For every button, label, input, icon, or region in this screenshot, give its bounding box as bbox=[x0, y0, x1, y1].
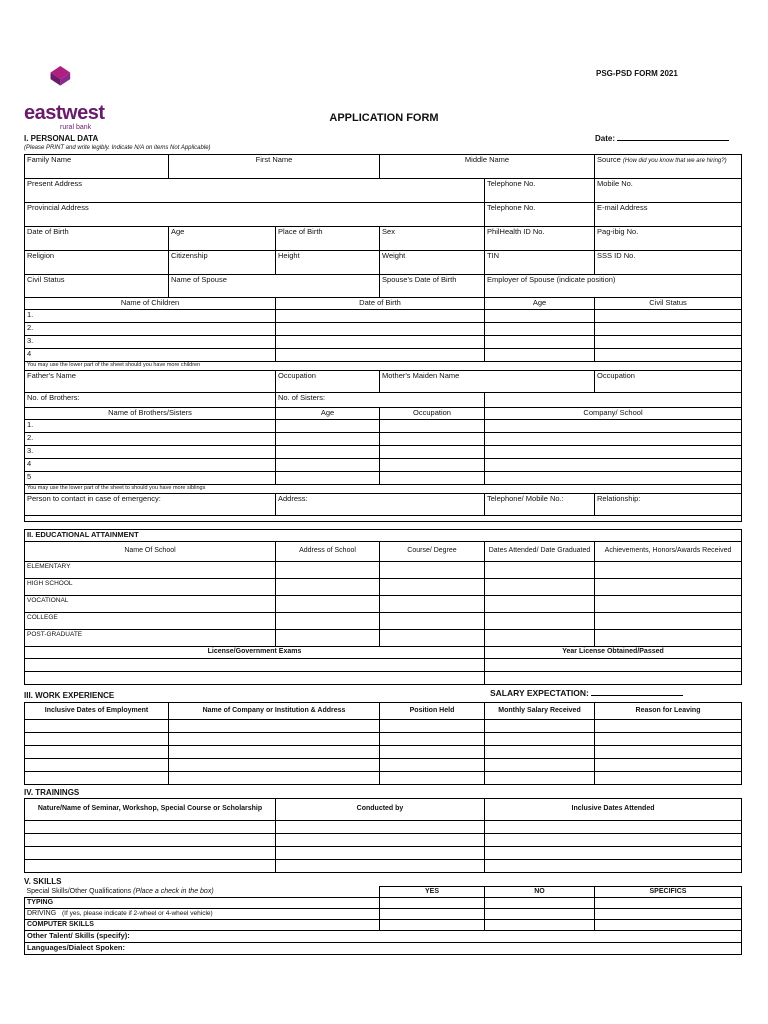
special-skills-label: Special Skills/Other Qualifications (Place a check in the box) bbox=[25, 887, 380, 898]
philhealth-field[interactable]: PhilHealth ID No. bbox=[485, 227, 595, 251]
child-row[interactable]: 4 bbox=[25, 349, 276, 362]
sibling-header-name: Name of Brothers/Sisters bbox=[25, 408, 276, 420]
typing-yes-checkbox[interactable] bbox=[380, 898, 485, 909]
training-row[interactable] bbox=[25, 847, 742, 860]
driving-skill-row[interactable]: DRIVING (If yes, please indicate if 2-wheel or 4-wheel vehicle) bbox=[25, 909, 380, 920]
page-title: APPLICATION FORM bbox=[329, 112, 439, 124]
middle-name-field[interactable]: Middle Name bbox=[380, 155, 595, 179]
telephone-field-2[interactable]: Telephone No. bbox=[485, 203, 595, 227]
civil-status-field[interactable]: Civil Status bbox=[25, 275, 169, 298]
mobile-field[interactable]: Mobile No. bbox=[595, 179, 742, 203]
edu-header-dates: Dates Attended/ Date Graduated bbox=[485, 541, 595, 561]
logo-subtext: rural bank bbox=[60, 124, 92, 131]
provincial-address-field[interactable]: Provincial Address bbox=[25, 203, 485, 227]
edu-level-row[interactable]: ELEMENTARY bbox=[25, 561, 276, 578]
children-header-name: Name of Children bbox=[25, 298, 276, 310]
email-field[interactable]: E-mail Address bbox=[595, 203, 742, 227]
sibling-row[interactable]: 5 bbox=[25, 472, 276, 485]
edu-header-school: Name Of School bbox=[25, 541, 276, 561]
license-row[interactable] bbox=[25, 658, 485, 671]
logo-text: eastwest bbox=[24, 102, 105, 124]
section-trainings-heading: IV. TRAININGS bbox=[24, 788, 80, 797]
emergency-phone-field[interactable]: Telephone/ Mobile No.: bbox=[485, 494, 595, 516]
sibling-row[interactable]: 2. bbox=[25, 433, 276, 446]
license-year-header: Year License Obtained/Passed bbox=[485, 646, 742, 658]
training-header-nature: Nature/Name of Seminar, Workshop, Special Course or Scholarship bbox=[25, 799, 276, 821]
children-header-dob: Date of Birth bbox=[276, 298, 485, 310]
work-header-reason: Reason for Leaving bbox=[595, 703, 742, 720]
driving-yes-checkbox[interactable] bbox=[380, 909, 485, 920]
mother-occupation-field[interactable]: Occupation bbox=[595, 371, 742, 393]
source-field[interactable]: Source (How did you know that we are hiring?) bbox=[595, 155, 742, 179]
emergency-contact-field[interactable]: Person to contact in case of emergency: bbox=[25, 494, 276, 516]
sibling-row[interactable]: 3. bbox=[25, 446, 276, 459]
other-talent-field[interactable]: Other Talent/ Skills (specify): bbox=[25, 931, 742, 943]
training-row[interactable] bbox=[25, 821, 742, 834]
religion-field[interactable]: Religion bbox=[25, 251, 169, 275]
typing-no-checkbox[interactable] bbox=[485, 898, 595, 909]
sibling-header-occupation: Occupation bbox=[380, 408, 485, 420]
edu-header-achievements: Achievements, Honors/Awards Received bbox=[595, 541, 742, 561]
skills-header-specifics: SPECIFICS bbox=[595, 887, 742, 898]
edu-level-row[interactable]: VOCATIONAL bbox=[25, 595, 276, 612]
children-note: You may use the lower part of the sheet should you have more children bbox=[25, 362, 742, 371]
work-row[interactable] bbox=[25, 720, 742, 733]
work-row[interactable] bbox=[25, 746, 742, 759]
citizenship-field[interactable]: Citizenship bbox=[169, 251, 276, 275]
sss-field[interactable]: SSS ID No. bbox=[595, 251, 742, 275]
height-field[interactable]: Height bbox=[276, 251, 380, 275]
computer-no-checkbox[interactable] bbox=[485, 920, 595, 931]
section-skills-heading: V. SKILLS bbox=[24, 877, 62, 886]
pob-field[interactable]: Place of Birth bbox=[276, 227, 380, 251]
date-label: Date: bbox=[595, 134, 616, 143]
typing-skill-row[interactable]: TYPING bbox=[25, 898, 380, 909]
sibling-note: You may use the lower part of the sheet to should you have more siblings bbox=[25, 485, 742, 494]
work-row[interactable] bbox=[25, 759, 742, 772]
salary-expectation-field[interactable] bbox=[490, 688, 683, 698]
edu-level-row[interactable]: HIGH SCHOOL bbox=[25, 578, 276, 595]
skills-header-no: NO bbox=[485, 887, 595, 898]
training-header-conducted: Conducted by bbox=[276, 799, 485, 821]
pagibig-field[interactable]: Pag-ibig No. bbox=[595, 227, 742, 251]
education-table bbox=[24, 529, 742, 685]
license-row[interactable] bbox=[25, 671, 485, 684]
spouse-employer-field[interactable]: Employer of Spouse (indicate position) bbox=[485, 275, 742, 298]
training-header-dates: Inclusive Dates Attended bbox=[485, 799, 742, 821]
training-row[interactable] bbox=[25, 860, 742, 873]
edu-level-row[interactable]: POST-GRADUATE bbox=[25, 629, 276, 646]
first-name-field[interactable]: First Name bbox=[169, 155, 380, 179]
languages-field[interactable]: Languages/Dialect Spoken: bbox=[25, 943, 742, 955]
section-personal-heading: I. PERSONAL DATA bbox=[24, 134, 99, 143]
form-code: PSG-PSD FORM 2021 bbox=[596, 69, 678, 78]
child-row[interactable]: 2. bbox=[25, 323, 276, 336]
children-header-age: Age bbox=[485, 298, 595, 310]
training-row[interactable] bbox=[25, 834, 742, 847]
work-row[interactable] bbox=[25, 772, 742, 785]
driving-no-checkbox[interactable] bbox=[485, 909, 595, 920]
sibling-row[interactable]: 1. bbox=[25, 420, 276, 433]
brothers-field[interactable]: No. of Brothers: bbox=[25, 393, 276, 408]
child-row[interactable]: 3. bbox=[25, 336, 276, 349]
personal-note: (Please PRINT and write legibly. Indicate N/A on items Not Applicable) bbox=[24, 145, 211, 151]
mother-name-field[interactable]: Mother's Maiden Name bbox=[380, 371, 595, 393]
skills-table bbox=[24, 886, 742, 955]
trainings-table bbox=[24, 798, 742, 873]
edu-header-course: Course/ Degree bbox=[380, 541, 485, 561]
work-experience-table bbox=[24, 702, 742, 785]
work-header-dates: Inclusive Dates of Employment bbox=[25, 703, 169, 720]
section-education-heading: II. EDUCATIONAL ATTAINMENT bbox=[25, 530, 742, 542]
weight-field[interactable]: Weight bbox=[380, 251, 485, 275]
work-header-salary: Monthly Salary Received bbox=[485, 703, 595, 720]
eastwest-logo-icon bbox=[44, 64, 104, 104]
tin-field[interactable]: TIN bbox=[485, 251, 595, 275]
sibling-header-age: Age bbox=[276, 408, 380, 420]
emergency-address-field[interactable]: Address: bbox=[276, 494, 485, 516]
work-header-company: Name of Company or Institution & Address bbox=[169, 703, 380, 720]
sibling-header-company: Company/ School bbox=[485, 408, 742, 420]
salary-label: SALARY EXPECTATION: bbox=[490, 688, 589, 698]
child-row[interactable]: 1. bbox=[25, 310, 276, 323]
license-header: License/Government Exams bbox=[25, 646, 485, 658]
spouse-name-field[interactable]: Name of Spouse bbox=[169, 275, 380, 298]
computer-yes-checkbox[interactable] bbox=[380, 920, 485, 931]
section-work-heading: III. WORK EXPERIENCE bbox=[24, 691, 115, 700]
work-header-position: Position Held bbox=[380, 703, 485, 720]
personal-data-table bbox=[24, 154, 742, 522]
age-field[interactable]: Age bbox=[169, 227, 276, 251]
father-name-field[interactable]: Father's Name bbox=[25, 371, 276, 393]
edu-header-address: Address of School bbox=[276, 541, 380, 561]
work-row[interactable] bbox=[25, 733, 742, 746]
sibling-row[interactable]: 4 bbox=[25, 459, 276, 472]
emergency-relationship-field[interactable]: Relationship: bbox=[595, 494, 742, 516]
date-field[interactable] bbox=[595, 133, 729, 143]
present-address-field[interactable]: Present Address bbox=[25, 179, 485, 203]
children-header-civil: Civil Status bbox=[595, 298, 742, 310]
family-name-field[interactable]: Family Name bbox=[25, 155, 169, 179]
spouse-dob-field[interactable]: Spouse's Date of Birth bbox=[380, 275, 485, 298]
telephone-field[interactable]: Telephone No. bbox=[485, 179, 595, 203]
skills-header-yes: YES bbox=[380, 887, 485, 898]
edu-level-row[interactable]: COLLEGE bbox=[25, 612, 276, 629]
computer-skill-row[interactable]: COMPUTER SKILLS bbox=[25, 920, 380, 931]
sisters-field[interactable]: No. of Sisters: bbox=[276, 393, 485, 408]
dob-field[interactable]: Date of Birth bbox=[25, 227, 169, 251]
sex-field[interactable]: Sex bbox=[380, 227, 485, 251]
father-occupation-field[interactable]: Occupation bbox=[276, 371, 380, 393]
